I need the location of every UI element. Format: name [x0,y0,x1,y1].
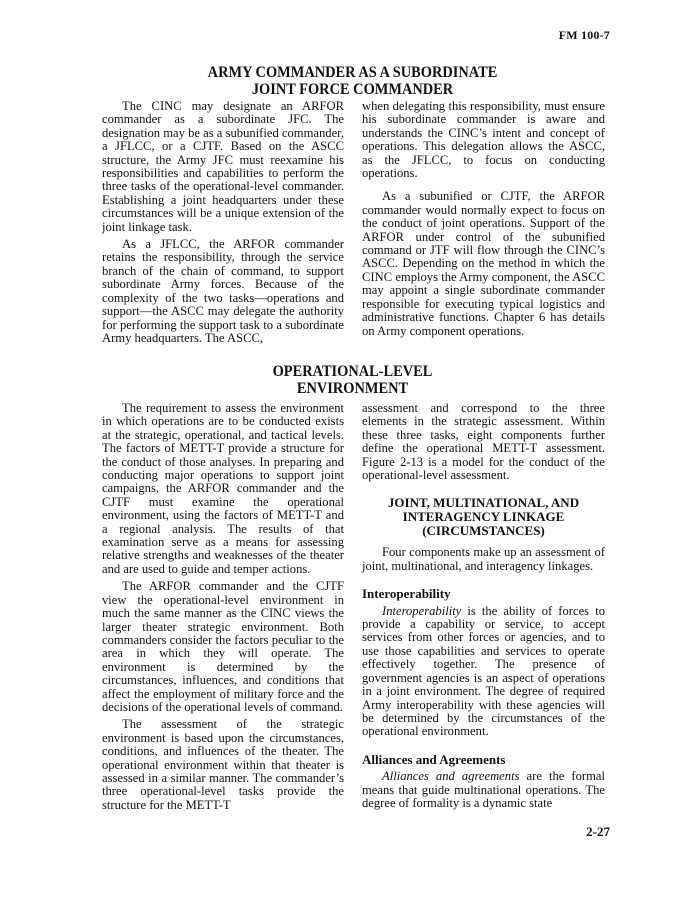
section-title-line-2: JOINT FORCE COMMANDER [251,81,454,98]
paragraph-alliances [362,770,605,810]
page-number: 2-27 [586,824,610,839]
paragraph: Four components make up an assessment of joint, multinational, and interagency linkages. [362,545,605,573]
section1-right-column [362,100,605,342]
defined-term: Interoperability [382,603,462,618]
section2-right-column [362,402,605,814]
paragraph: As a JFLCC, the ARFOR commander retains the responsibility, through the service branch of the chain of command, to support subordinate Army forces. Because of the complexity of the two tasks—operations and support—the ASCC may delegate the authority for performing the support task to a subordinate Army headquarters. The ASCC, [102,237,344,345]
paragraph: The assessment of the strategic environment is based upon the circumstances, conditions, and influences of the theater. The operational environment within that theater is assessed in a similar manner. The commander’s three operational-level tasks provide the structure for the METT-T [102,717,344,812]
paragraph-text: are the formal means that guide multinational operations. The degree of formality is a dynamic state [362,769,606,810]
section1-left-column [102,100,344,349]
subsection-heading-line-3: (CIRCUMSTANCES) [422,523,545,539]
subsection-heading-line-1: JOINT, MULTINATIONAL, AND [387,495,580,511]
paragraph: The ARFOR commander and the CJTF view the operational-level environment in much the same manner as the CINC views the larger theater strategic environment. Both commanders consider the factors peculiar to the area in which they will operate. The environment is determined by the circumstances, influences, and conditions that affect the employment of military force and the decisions of the operational levels of command. [102,579,344,714]
paragraph: assessment and correspond to the three elements in the strategic assessment. Within these three tasks, eight components further define the operational METT-T assessment. Figure 2-13 is a model for the conduct of the operational-level assessment. [362,401,605,483]
section-title-army-commander [125,64,580,98]
paragraph: The CINC may designate an ARFOR commander as a subordinate JFC. The designation may be as a subunified commander, a JFLCC, or a CJTF. Based on the ASCC structure, the Army JFC must reexamine his responsibilities and capabilities to perform the three tasks of the operational-level commander. Establishing a joint headquarters under these circumstances will be a unique extension of the joint linkage task. [102,99,344,234]
subsection-heading-linkage [362,496,605,538]
subsection-heading-line-2: INTERAGENCY LINKAGE [402,509,565,525]
paragraph: As a subunified or CJTF, the ARFOR commander would normally expect to focus on the conduct of joint operations. Support of the ARFOR under control of the subunified command or JTF will flow through the CINC’s ASCC. Depending on the method in which the CINC employs the Army component, the ASCC may appoint a single subordinate commander responsible for executing typical logistics and administrative functions. Chapter 6 has details on Army component operations. [362,189,605,338]
section-title-operational-environment [125,363,580,397]
section-title-line-1: ARMY COMMANDER AS A SUBORDINATE [207,64,498,81]
paragraph: when delegating this responsibility, must ensure his subordinate commander is aware and understands the CINC’s intent and concept of operations. This delegation allows the ASCC, as the JFLCC, to focus on conducting operations. [362,99,605,181]
section2-left-column [102,402,344,816]
section-title-line-1: OPERATIONAL-LEVEL [272,363,433,380]
paragraph-text: is the ability of forces to provide a capability or service, to accept services from other forces or agencies, and to use those capabilities and services to operate effectively together. The presence of government agencies is an aspect of operations in a joint environment. The degree of required Army interoperability with these agencies will be determined by the circumstances of the operational environment. [362,603,605,739]
paragraph: The requirement to assess the environment in which operations are to be conducted exists at the strategic, operational, and tactical levels. The factors of METT-T provide a structure for the conduct of those analyses. In preparing and conducting major operations to support joint campaigns, the ARFOR commander and the CJTF must examine the operational environment, using the factors of METT-T and a regional analysis. The results of that examination serve as a means for assessing relative strengths and weaknesses of the theater and are used to guide and temper actions. [102,401,344,576]
side-heading-alliances: Alliances and Agreements [362,751,506,767]
defined-term: Alliances and agreements [382,769,520,784]
side-heading-interoperability: Interoperability [362,586,451,602]
section-title-line-2: ENVIRONMENT [296,380,409,397]
running-header: FM 100-7 [558,28,610,42]
paragraph-interoperability [362,605,605,739]
